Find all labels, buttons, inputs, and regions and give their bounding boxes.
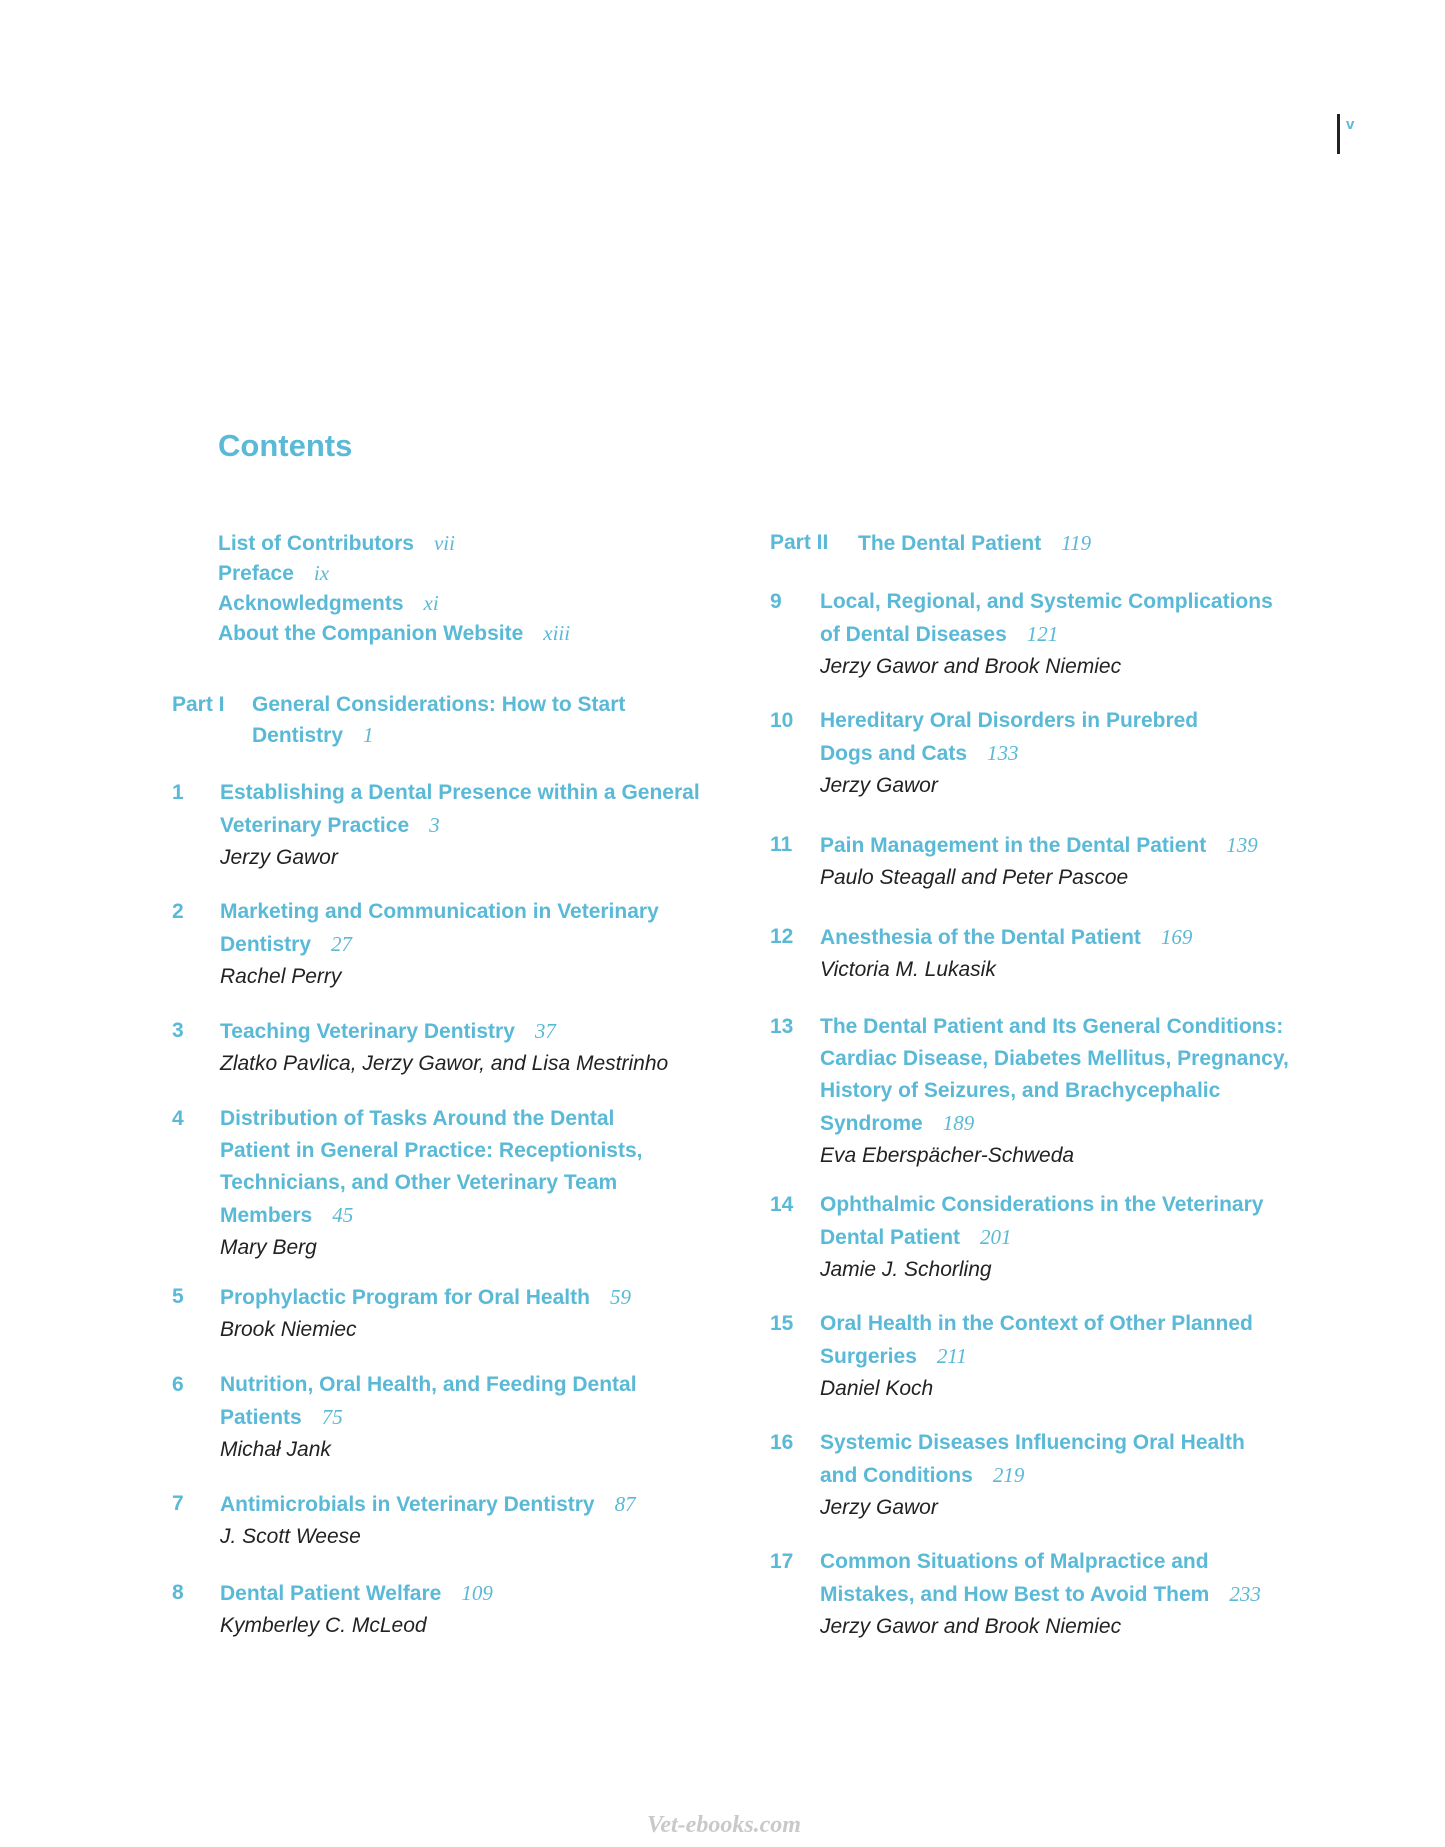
chapter-number: 9 [770, 590, 782, 613]
chapter-number: 7 [172, 1492, 184, 1515]
chapter-title: The Dental Patient and Its General Conditions: Cardiac Disease, Diabetes Mellitus, Pregnancy, History of Seizures, and Brachycephalic Syndrome 189 [820, 1015, 1289, 1135]
part-title: The Dental Patient 119 [858, 531, 1092, 555]
chapter-number: 3 [172, 1019, 184, 1042]
chapter-author: Jerzy Gawor and Brook Niemiec [820, 1615, 1122, 1638]
chapter-number: 12 [770, 925, 794, 948]
chapter-number: 17 [770, 1550, 794, 1573]
chapter-number: 2 [172, 900, 184, 923]
chapter-title: Local, Regional, and Systemic Complications of Dental Diseases 121 [820, 590, 1273, 646]
chapter-author: Rachel Perry [220, 965, 342, 988]
chapter-author: Jerzy Gawor [820, 1496, 938, 1519]
chapter-author: Jerzy Gawor and Brook Niemiec [820, 655, 1122, 678]
toc-front-matter-preface[interactable]: Preface ix [218, 561, 330, 585]
chapter-author: Zlatko Pavlica, Jerzy Gawor, and Lisa Mestrinho [220, 1052, 669, 1075]
chapter-author: Michał Jank [220, 1438, 331, 1461]
chapter-title: Oral Health in the Context of Other Planned Surgeries 211 [820, 1312, 1253, 1368]
chapter-title: Systemic Diseases Influencing Oral Health and Conditions 219 [820, 1431, 1245, 1487]
part-label: Part II [770, 531, 829, 554]
chapter-number: 10 [770, 709, 794, 732]
chapter-author: Eva Eberspächer-Schweda [820, 1144, 1075, 1167]
chapter-number: 5 [172, 1285, 184, 1308]
chapter-author: Victoria M. Lukasik [820, 958, 996, 981]
chapter-number: 4 [172, 1107, 184, 1130]
chapter-number: 11 [770, 833, 793, 856]
chapter-title: Antimicrobials in Veterinary Dentistry 87 [220, 1492, 636, 1516]
watermark-logo: Vet-ebooks.com [647, 1812, 801, 1838]
toc-front-matter-website[interactable]: About the Companion Website xiii [218, 621, 571, 645]
toc-front-matter-contributors[interactable]: List of Contributors vii [218, 531, 455, 555]
part-label: Part I [172, 693, 225, 716]
chapter-title: Pain Management in the Dental Patient 139 [820, 833, 1258, 857]
part-title: General Considerations: How to Start Dentistry 1 [252, 693, 626, 747]
chapter-author: Mary Berg [220, 1236, 317, 1259]
chapter-number: 13 [770, 1015, 794, 1038]
chapter-author: Jerzy Gawor [820, 774, 938, 797]
chapter-title: Teaching Veterinary Dentistry 37 [220, 1019, 556, 1043]
chapter-number: 1 [172, 781, 184, 804]
chapter-author: Daniel Koch [820, 1377, 934, 1400]
chapter-number: 15 [770, 1312, 794, 1335]
chapter-title: Hereditary Oral Disorders in Purebred Dogs and Cats 133 [820, 709, 1199, 765]
chapter-number: 8 [172, 1581, 184, 1604]
chapter-number: 16 [770, 1431, 794, 1454]
chapter-author: J. Scott Weese [220, 1525, 361, 1548]
page-marker-bar [1337, 114, 1340, 154]
chapter-title: Prophylactic Program for Oral Health 59 [220, 1285, 631, 1309]
chapter-author: Jerzy Gawor [220, 846, 338, 869]
chapter-title: Distribution of Tasks Around the Dental Patient in General Practice: Receptionists, Technicians, and Other Veterinary Team Members 45 [220, 1107, 643, 1227]
chapter-title: Establishing a Dental Presence within a General Veterinary Practice 3 [220, 781, 700, 837]
chapter-number: 14 [770, 1193, 794, 1216]
chapter-title: Anesthesia of the Dental Patient 169 [820, 925, 1193, 949]
chapter-author: Jamie J. Schorling [820, 1258, 992, 1281]
contents-title: Contents [218, 428, 353, 463]
chapter-title: Common Situations of Malpractice and Mistakes, and How Best to Avoid Them 233 [820, 1550, 1261, 1606]
chapter-author: Brook Niemiec [220, 1318, 357, 1341]
chapter-title: Ophthalmic Considerations in the Veterinary Dental Patient 201 [820, 1193, 1264, 1249]
page-number: v [1346, 116, 1355, 133]
chapter-author: Kymberley C. McLeod [220, 1614, 427, 1637]
chapter-author: Paulo Steagall and Peter Pascoe [820, 866, 1129, 889]
chapter-title: Marketing and Communication in Veterinary Dentistry 27 [220, 900, 659, 956]
chapter-title: Nutrition, Oral Health, and Feeding Dental Patients 75 [220, 1373, 637, 1429]
chapter-title: Dental Patient Welfare 109 [220, 1581, 493, 1605]
chapter-number: 6 [172, 1373, 184, 1396]
toc-front-matter-acknowledgments[interactable]: Acknowledgments xi [218, 591, 439, 615]
